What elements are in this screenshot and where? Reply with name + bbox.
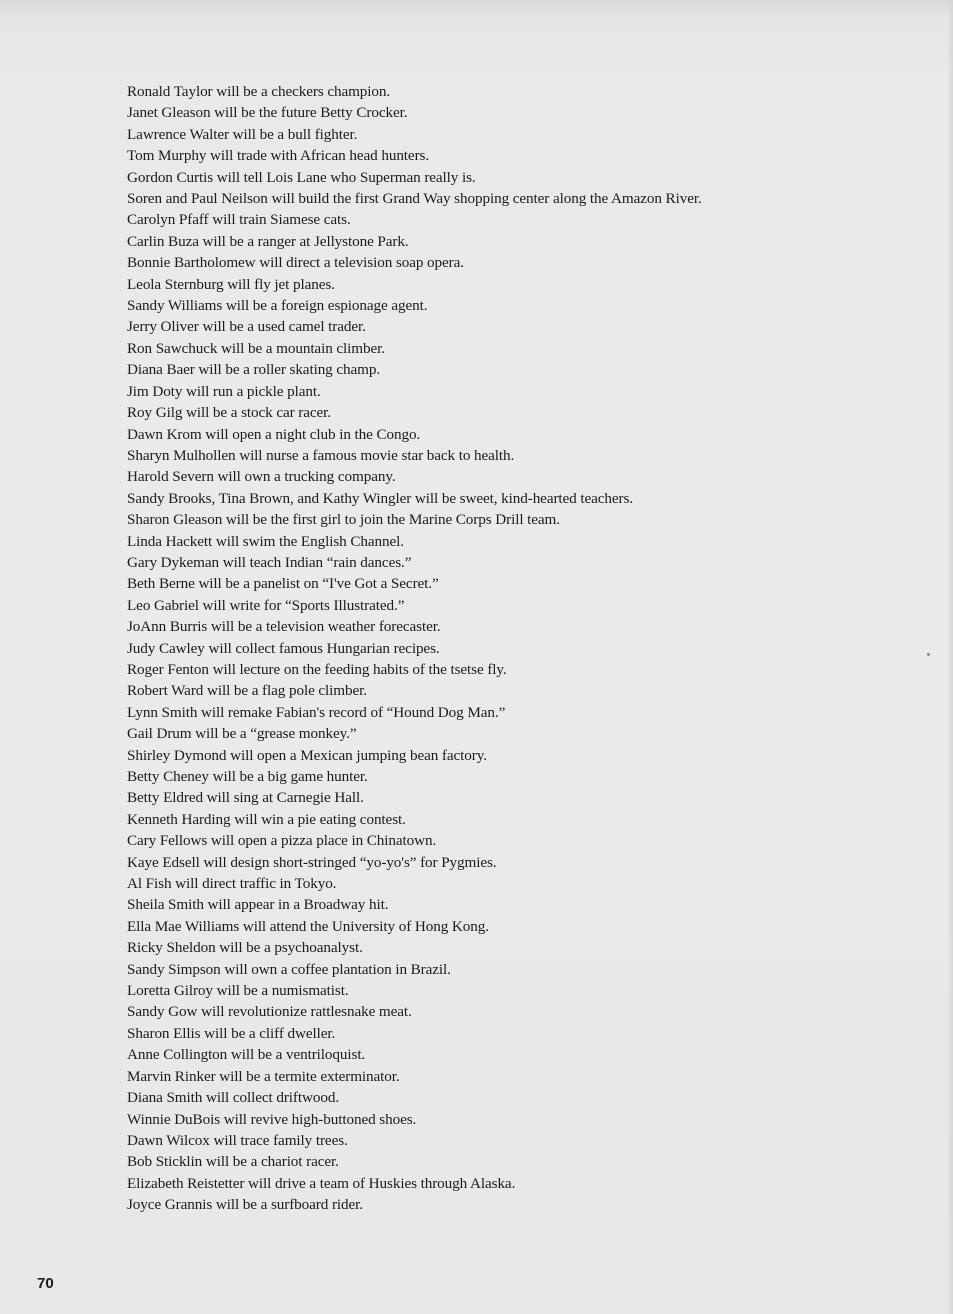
prediction-line: Jerry Oliver will be a used camel trader.	[127, 318, 366, 336]
prediction-line: Harold Severn will own a trucking company.	[127, 468, 396, 486]
prediction-line: Winnie DuBois will revive high-buttoned shoes.	[127, 1110, 417, 1128]
prediction-line: Roger Fenton will lecture on the feeding habits of the tsetse fly.	[127, 660, 507, 678]
prediction-line: Jim Doty will run a pickle plant.	[127, 382, 321, 400]
prediction-line: Sharon Ellis will be a cliff dweller.	[127, 1024, 336, 1042]
prediction-line: Al Fish will direct traffic in Tokyo.	[127, 875, 337, 893]
prediction-line: JoAnn Burris will be a television weather forecaster.	[127, 618, 441, 636]
prediction-line: Ron Sawchuck will be a mountain climber.	[127, 339, 385, 357]
prediction-line: Gordon Curtis will tell Lois Lane who Superman really is.	[127, 168, 476, 186]
prediction-line: Anne Collington will be a ventriloquist.	[127, 1046, 366, 1064]
prediction-line: Elizabeth Reistetter will drive a team of Huskies through Alaska.	[127, 1174, 516, 1192]
prediction-line: Lynn Smith will remake Fabian's record of “Hound Dog Man.”	[127, 703, 506, 721]
prediction-line: Gary Dykeman will teach Indian “rain dances.”	[127, 553, 412, 571]
page-number: 70	[37, 1275, 54, 1292]
prediction-line: Gail Drum will be a “grease monkey.”	[127, 725, 357, 743]
page-right-edge-shadow	[947, 0, 953, 1314]
prediction-line: Sandy Gow will revolutionize rattlesnake meat.	[127, 1003, 412, 1021]
prediction-line: Tom Murphy will trade with African head hunters.	[127, 147, 430, 165]
prediction-line: Beth Berne will be a panelist on “I've Got a Secret.”	[127, 575, 439, 593]
prediction-line: Sharon Gleason will be the first girl to join the Marine Corps Drill team.	[127, 511, 560, 529]
prediction-line: Sandy Williams will be a foreign espionage agent.	[127, 297, 428, 315]
prediction-line: Ronald Taylor will be a checkers champion.	[127, 83, 391, 100]
prediction-line: Marvin Rinker will be a termite exterminator.	[127, 1067, 400, 1085]
page-top-edge-shadow	[0, 0, 953, 18]
prediction-line: Cary Fellows will open a pizza place in Chinatown.	[127, 832, 437, 850]
prediction-line: Roy Gilg will be a stock car racer.	[127, 404, 331, 422]
prediction-line: Betty Cheney will be a big game hunter.	[127, 768, 368, 785]
prediction-line: Sharyn Mulhollen will nurse a famous movie star back to health.	[127, 446, 515, 464]
prediction-line: Sandy Simpson will own a coffee plantation in Brazil.	[127, 960, 451, 978]
prediction-line: Ella Mae Williams will attend the University of Hong Kong.	[127, 917, 489, 935]
prediction-line: Leola Sternburg will fly jet planes.	[127, 275, 335, 293]
prediction-line: Judy Cawley will collect famous Hungarian recipes.	[127, 639, 440, 657]
prediction-line: Soren and Paul Neilson will build the first Grand Way shopping center along the Amazon River.	[127, 190, 702, 208]
prediction-line: Linda Hackett will swim the English Channel.	[127, 532, 404, 550]
prediction-line: Janet Gleason will be the future Betty Crocker.	[127, 104, 408, 122]
prediction-line: Ricky Sheldon will be a psychoanalyst.	[127, 939, 363, 957]
prediction-line: Bonnie Bartholomew will direct a television soap opera.	[127, 254, 464, 272]
prediction-line: Dawn Wilcox will trace family trees.	[127, 1131, 348, 1149]
prediction-line: Robert Ward will be a flag pole climber.	[127, 682, 367, 700]
prediction-line: Kaye Edsell will design short-stringed “yo-yo's” for Pygmies.	[127, 853, 497, 871]
prediction-line: Lawrence Walter will be a bull fighter.	[127, 125, 358, 143]
prediction-line: Sandy Brooks, Tina Brown, and Kathy Wingler will be sweet, kind-hearted teachers.	[127, 489, 634, 507]
prediction-line: Dawn Krom will open a night club in the Congo.	[127, 425, 421, 443]
class-prophecy-list	[127, 81, 887, 1216]
prediction-line: Betty Eldred will sing at Carnegie Hall.	[127, 789, 364, 807]
prediction-line: Sheila Smith will appear in a Broadway hit.	[127, 896, 389, 914]
prediction-line: Bob Sticklin will be a chariot racer.	[127, 1153, 339, 1171]
prediction-line: Leo Gabriel will write for “Sports Illustrated.”	[127, 596, 405, 614]
dust-speck	[927, 653, 930, 656]
prediction-line: Shirley Dymond will open a Mexican jumping bean factory.	[127, 746, 487, 764]
prediction-line: Kenneth Harding will win a pie eating contest.	[127, 810, 406, 828]
prediction-line: Carolyn Pfaff will train Siamese cats.	[127, 211, 351, 229]
prediction-line: Diana Smith will collect driftwood.	[127, 1089, 340, 1107]
prediction-line: Carlin Buza will be a ranger at Jellystone Park.	[127, 232, 409, 250]
prediction-line: Joyce Grannis will be a surfboard rider.	[127, 1196, 363, 1214]
prediction-line: Diana Baer will be a roller skating champ.	[127, 361, 381, 379]
prediction-line: Loretta Gilroy will be a numismatist.	[127, 982, 349, 1000]
